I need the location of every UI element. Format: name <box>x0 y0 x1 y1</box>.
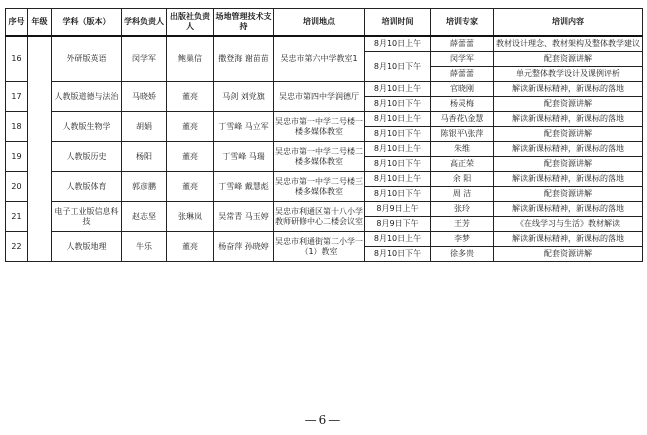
column-header: 出版社负责人 <box>167 9 214 37</box>
column-header: 场地管理技术支持 <box>214 9 274 37</box>
table-cell: 人教版历史 <box>52 142 122 172</box>
table-cell: 吴忠市利通区第十八小学教师研修中心二楼会议室 <box>274 202 365 232</box>
table-cell: 马晓娇 <box>122 82 167 112</box>
table-cell: 杨阳 <box>122 142 167 172</box>
table-cell: 8月10日上午 <box>365 112 431 127</box>
table-cell: 16 <box>6 36 28 82</box>
table-cell: 解读新课标精神，新课标的落地 <box>494 82 643 97</box>
table-cell: 张琳岚 <box>167 202 214 232</box>
table-cell: 周 洁 <box>431 187 494 202</box>
table-cell: 吴常青 马玉婷 <box>214 202 274 232</box>
table-cell: 8月10日下午 <box>365 127 431 142</box>
table-cell: 电子工业版信息科技 <box>52 202 122 232</box>
table-cell: 解读新课标精神，新课标的落地 <box>494 142 643 157</box>
table-cell: 赵志坚 <box>122 202 167 232</box>
table-cell: 牛乐 <box>122 232 167 262</box>
table-cell: 吴忠市第四中学润德厅 <box>274 82 365 112</box>
table-cell: 吴忠市第一中学二号楼二楼多媒体教室 <box>274 142 365 172</box>
table-cell: 8月10日下午 <box>365 157 431 172</box>
table-cell: 配套资源讲解 <box>494 97 643 112</box>
table-row <box>6 36 643 52</box>
table-cell: 外研版英语 <box>52 36 122 82</box>
table-cell: 薛蕾蕾 <box>431 36 494 52</box>
table-cell: 丁雪峰 马立军 <box>214 112 274 142</box>
table-row <box>6 232 643 247</box>
table-cell: 董亮 <box>167 112 214 142</box>
table-cell: 撒登海 谢苗苗 <box>214 36 274 82</box>
column-header: 序号 <box>6 9 28 37</box>
table-cell: 吴忠市第一中学二号楼三楼多媒体教室 <box>274 172 365 202</box>
table-cell: 21 <box>6 202 28 232</box>
table-cell: 配套资源讲解 <box>494 157 643 172</box>
column-header: 年级 <box>28 9 52 37</box>
training-schedule-table <box>5 8 643 262</box>
table-cell: 徐多贵 <box>431 247 494 262</box>
column-header: 学科（版本） <box>52 9 122 37</box>
table-cell: 董亮 <box>167 142 214 172</box>
table-cell: 郭彦鹏 <box>122 172 167 202</box>
column-header: 培训专家 <box>431 9 494 37</box>
table-cell: 22 <box>6 232 28 262</box>
column-header: 培训时间 <box>365 9 431 37</box>
table-cell <box>28 36 52 262</box>
table-row <box>6 112 643 127</box>
table-cell: 配套资源讲解 <box>494 247 643 262</box>
table-cell: 《在线学习与生活》教材解读 <box>494 217 643 232</box>
table-cell: 人教版道德与法治 <box>52 82 122 112</box>
page-number: —6— <box>304 413 343 427</box>
table-cell: 官晓刚 <box>431 82 494 97</box>
table-cell: 8月10日上午 <box>365 172 431 187</box>
table-cell: 解读新课标精神，新课标的落地 <box>494 172 643 187</box>
table-cell: 丁雪峰 戴慧彪 <box>214 172 274 202</box>
table-cell: 张玲 <box>431 202 494 217</box>
table-cell: 杨奋萍 孙晓婷 <box>214 232 274 262</box>
table-cell: 8月10日上午 <box>365 142 431 157</box>
table-cell: 8月9日下午 <box>365 217 431 232</box>
table-cell: 高正荣 <box>431 157 494 172</box>
column-header: 培训地点 <box>274 9 365 37</box>
table-row <box>6 202 643 217</box>
table-cell: 陈银平\张萍 <box>431 127 494 142</box>
table-cell: 8月10日下午 <box>365 52 431 82</box>
table-cell: 闵学军 <box>431 52 494 67</box>
table-cell: 吴忠市利通街第二小学一（1）教室 <box>274 232 365 262</box>
table-cell: 人教版体育 <box>52 172 122 202</box>
table-cell: 丁雪峰 马瑞 <box>214 142 274 172</box>
table-body <box>6 36 643 262</box>
table-cell: 董亮 <box>167 232 214 262</box>
table-cell: 人教版地理 <box>52 232 122 262</box>
table-cell: 18 <box>6 112 28 142</box>
table-cell: 8月10日下午 <box>365 247 431 262</box>
table-cell: 解读新课标精神，新课标的落地 <box>494 202 643 217</box>
table-cell: 解读新课标精神，新课标的落地 <box>494 112 643 127</box>
table-cell: 董亮 <box>167 82 214 112</box>
table-cell: 薛蕾蕾 <box>431 67 494 82</box>
table-cell: 教材设计理念、教材架构及整体教学建议 <box>494 36 643 52</box>
table-cell: 胡娟 <box>122 112 167 142</box>
table-cell: 吴忠市第六中学教室1 <box>274 36 365 82</box>
table-cell: 17 <box>6 82 28 112</box>
table-cell: 配套资源讲解 <box>494 187 643 202</box>
table-cell: 8月10日上午 <box>365 82 431 97</box>
table-cell: 闵学军 <box>122 36 167 82</box>
table-cell: 人教版生物学 <box>52 112 122 142</box>
table-cell: 8月10日上午 <box>365 232 431 247</box>
table-cell: 王芳 <box>431 217 494 232</box>
table-cell: 8月10日下午 <box>365 187 431 202</box>
table-cell: 朱维 <box>431 142 494 157</box>
table-cell: 19 <box>6 142 28 172</box>
column-header: 培训内容 <box>494 9 643 37</box>
table-cell: 杨灵梅 <box>431 97 494 112</box>
table-cell: 解读新课标精神，新课标的落地 <box>494 232 643 247</box>
table-cell: 李梦 <box>431 232 494 247</box>
table-cell: 配套资源讲解 <box>494 127 643 142</box>
table-cell: 鲍巢信 <box>167 36 214 82</box>
column-header: 学科负责人 <box>122 9 167 37</box>
table-cell: 余 阳 <box>431 172 494 187</box>
table-cell: 董亮 <box>167 172 214 202</box>
table-cell: 20 <box>6 172 28 202</box>
table-cell: 马香花\金慧 <box>431 112 494 127</box>
table-cell: 8月10日下午 <box>365 97 431 112</box>
table-cell: 吴忠市第一中学二号楼一楼多媒体教室 <box>274 112 365 142</box>
table-cell: 8月9日上午 <box>365 202 431 217</box>
table-header-row <box>6 9 643 37</box>
table-cell: 单元整体教学设计及课例评析 <box>494 67 643 82</box>
table-cell: 马剑 刘党旗 <box>214 82 274 112</box>
table-cell: 配套资源讲解 <box>494 52 643 67</box>
table-cell: 8月10日上午 <box>365 36 431 52</box>
